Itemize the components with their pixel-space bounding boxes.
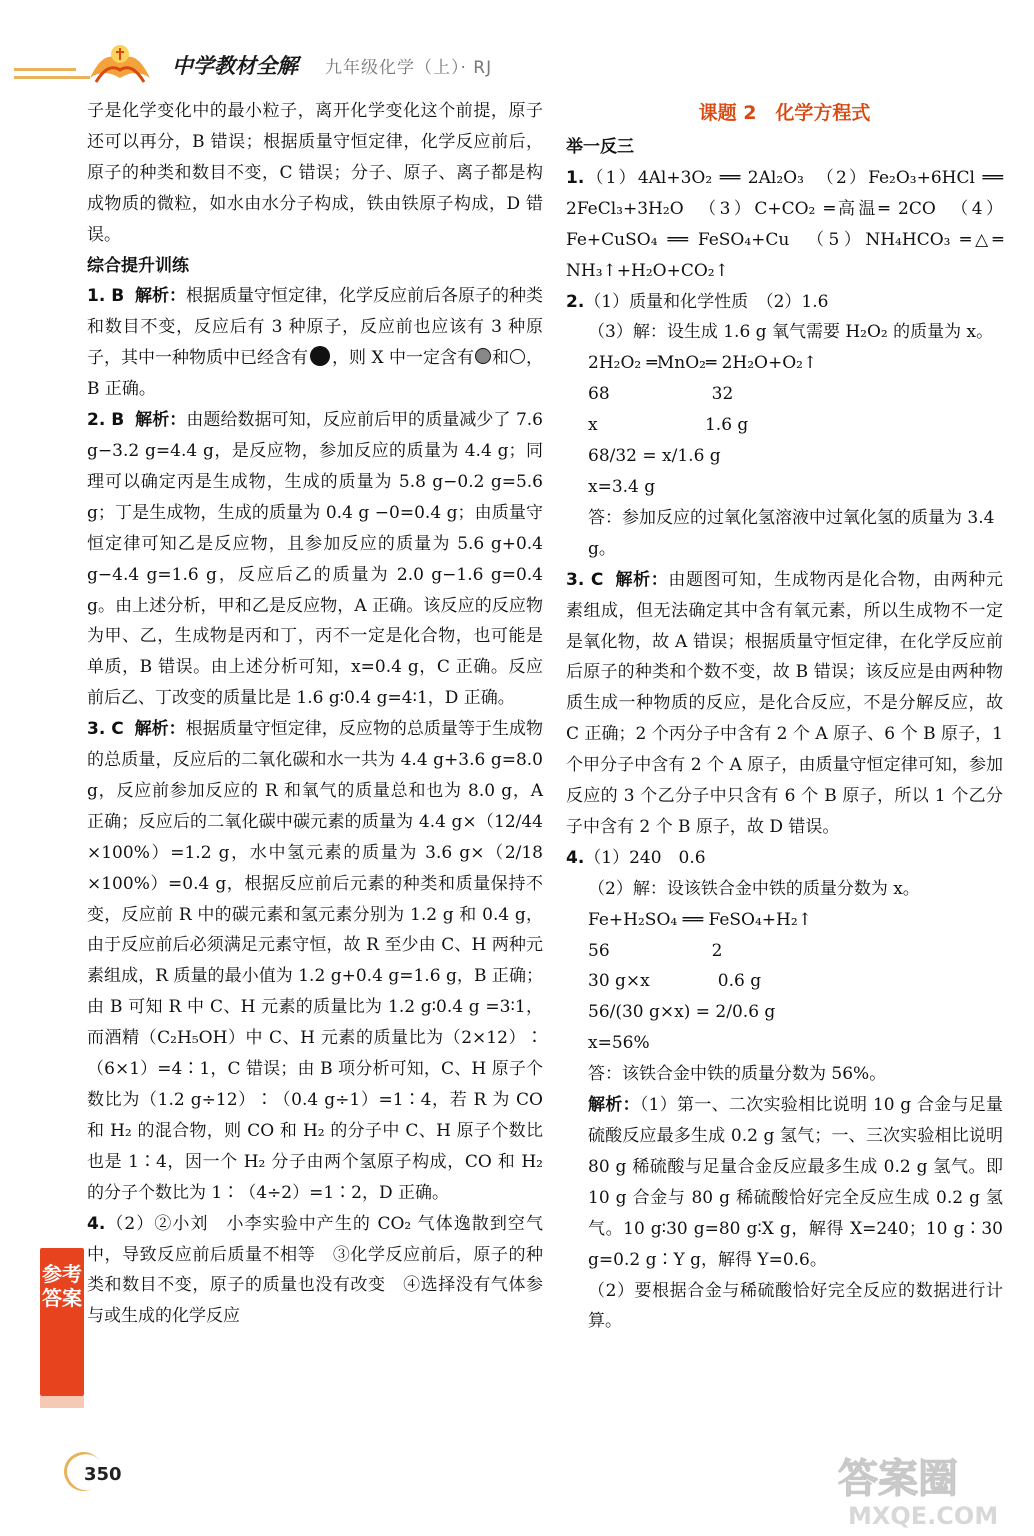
answer-text: 由题图可知，生成物丙是化合物，由两种元素组成，但无法确定其中含有氧元素，所以生成物不一定是氧化物，故 A 错误；根据质量守恒定律，在化学反应前后原子的种类和个数不变，故 B 错误；该反应是由两种物质生成一种物质的反应，是化合反应，不是分解反应，故 C 正确；2 个丙分子中含有 2 个 A 原子、6 个 B 原子，1 个甲分子中含有 2 个 A 原子，由质量守恒定律可知，参加反应的 3 个乙分子中只含有 6 个 B 原子，所以 1 个乙分子中含有 2 个 B 原子，故 D 错误。	[566, 569, 1003, 837]
analysis-label: 解析：	[615, 569, 669, 590]
answer-text: ，则 X 中一定含有	[332, 348, 474, 369]
calc-line: 2H₂O₂ ═MnO₂═ 2H₂O+O₂↑	[588, 353, 818, 374]
calc-line: 56 2	[588, 940, 723, 961]
equation-text: （1）4Al+3O₂ ══ 2Al₂O₃ （2）Fe₂O₃+6HCl ══ 2FeCl₃+3H₂O （3）C+CO₂ ═高温═ 2CO （4）Fe+CuSO₄ ══ FeSO₄+Cu （5）NH₄HCO₃ ═△═ NH₃↑+H₂O+CO₂↑	[566, 167, 1003, 281]
answer-text: 由题给数据可知，反应前后甲的质量减少了 7.6 g−3.2 g=4.4 g，是反应物，参加反应的质量为 4.4 g；同理可以确定丙是生成物，生成的质量为 5.8 g−0.2 g=5.6 g；丁是生成物，生成的质量为 0.4 g −0=0.4 g；由质量守恒定律可知乙是反应物，且参加反应的质量为 5.6 g+0.4 g−4.4 g=1.6 g，反应后乙的质量为 2.0 g−1.6 g=0.4 g。由上述分析，甲和乙是反应物，A 正确。该反应的反应物为甲、乙，生成物是丙和丁，丙不一定是化合物，也可能是单质，B 错误。由上述分析可知，x=0.4 g，C 正确。反应前后乙、丁改变的质量比是 1.6 g∶0.4 g=4∶1，D 正确。	[87, 410, 543, 709]
calc-line: 56/(30 g×x) = 2/0.6 g	[588, 1002, 776, 1023]
answer-text: ，B 正确。	[87, 348, 544, 400]
answer-number: 4.	[566, 847, 585, 868]
analysis-label: 解析：	[134, 719, 186, 740]
book-logo-icon	[84, 38, 156, 94]
answer-text: （2）②小刘 小李实验中产生的 CO₂ 气体逸散到空气中，导致反应前后质量不相等 ③化学反应前后，原子的种类和数目不变，原子的质量也没有改变 ④选择没有气体参与或生成的化学反应	[87, 1213, 543, 1327]
book-subtitle: 九年级化学（上）· RJ	[325, 58, 493, 78]
calc-line: 30 g×x 0.6 g	[588, 971, 762, 992]
calc-line: 答：该铁合金中铁的质量分数为 56%。	[588, 1064, 887, 1085]
answer-text: 根据质量守恒定律，反应物的总质量等于生成物的总质量，反应后的二氧化碳和水一共为 4.4 g+3.6 g=8.0 g，反应前参加反应的 R 和氧气的质量总和也为 8.0 g，A 正确；反应后的二氧化碳中碳元素的质量为 4.4 g×（12/44 ×100%）=1.2 g，水中氢元素的质量为 3.6 g×（2/18 ×100%）=0.4 g，根据反应前后元素的种类和质量保持不变，反应前 R 中的碳元素和氢元素分别为 1.2 g 和 0.4 g，由于反应前后必须满足元素守恒，故 R 至少由 C、H 两种元素组成，R 质量的最小值为 1.2 g+0.4 g=1.6 g，B 正确；由 B 可知 R 中 C、H 元素的质量比为 1.2 g∶0.4 g =3∶1，而酒精（C₂H₅OH）中 C、H 元素的质量比为（2×12）∶（6×1）=4∶1，C 错误；由 B 项分析可知，C、H 原子个数比为（1.2 g÷12）∶（0.4 g÷1）=1∶4，若 R 为 CO 和 H₂ 的混合物，则 CO 和 H₂ 的分子中 C、H 原子个数比也是 1∶4，因一个 H₂ 分子由两个氢原子构成，CO 和 H₂ 的分子个数比为 1∶（4÷2）=1∶2，D 正确。	[87, 719, 544, 1203]
watermark-text: 答案圈	[838, 1456, 958, 1502]
calc-line: Fe+H₂SO₄ ══ FeSO₄+H₂↑	[588, 909, 812, 930]
header-rule	[14, 68, 76, 71]
left-column	[87, 96, 543, 1332]
right-column	[566, 96, 1003, 1337]
watermark-logo	[830, 1446, 1020, 1530]
answer-text: 和	[492, 348, 510, 369]
answer-text: 根据质量守恒定律，化学反应前后各原子的种类和数目不变，反应后有 3 种原子，反应前也应该有 3 种原子，其中一种物质中已经含有	[87, 286, 544, 369]
calc-line: 答：参加反应的过氧化氢溶液中过氧化氢的质量为 3.4 g。	[588, 507, 995, 559]
answer-number: 2. B	[87, 410, 125, 431]
side-tab: 参考答案	[40, 1248, 84, 1396]
analysis-paragraph	[566, 1090, 1003, 1275]
paragraph: 子是化学变化中的最小粒子，离开化学变化这个前提，原子还可以再分，B 错误；根据质量守恒定律，化学反应前后，原子的种类和数目不变，C 错误；分子、原子、离子都是构成物质的微粒，如水由水分子构成，铁由铁原子构成，D 错误。	[87, 101, 543, 245]
answer-number: 4.	[87, 1213, 106, 1234]
answer-number: 2.	[566, 291, 585, 312]
black-atom-icon	[310, 346, 330, 366]
section-heading: 综合提升训练	[87, 255, 189, 276]
calc-line: x=56%	[588, 1033, 650, 1054]
calc-line: 68 32	[588, 384, 734, 405]
watermark-url: MXQE.COM	[848, 1502, 999, 1530]
calc-line: （2）解：设该铁合金中铁的质量分数为 x。	[588, 878, 920, 899]
side-tab-shadow	[40, 1396, 84, 1408]
calc-line: x 1.6 g	[588, 415, 749, 436]
calc-line: x=3.4 g	[588, 476, 656, 497]
answer-text: （1）第一、二次实验相比说明 10 g 合金与足量硫酸反应最多生成 0.2 g 氢气；一、三次实验相比说明 80 g 稀硫酸与足量合金反应最多生成 0.2 g 氢气。即 10 g 合金与 80 g 稀硫酸恰好完全反应生成 0.2 g 氢气。10 g∶30 g=80 g∶X g，解得 X=240；10 g∶30 g=0.2 g∶Y g，解得 Y=0.6。	[588, 1095, 1003, 1270]
calc-line: 68/32 = x/1.6 g	[588, 446, 721, 467]
calc-line: （3）解：设生成 1.6 g 氧气需要 H₂O₂ 的质量为 x。	[588, 322, 994, 343]
answer-text: （1）240 0.6	[584, 847, 706, 868]
answer-number: 1. B	[87, 286, 125, 307]
section-heading: 举一反三	[566, 137, 634, 157]
analysis-label: 解析：	[135, 410, 187, 431]
answer-text: （1）质量和化学性质 （2）1.6	[584, 291, 829, 312]
answer-item	[566, 565, 1003, 843]
answer-item	[566, 843, 1003, 874]
answer-item	[87, 405, 543, 714]
answer-item	[566, 163, 1003, 287]
paragraph: （2）要根据合金与稀硫酸恰好完全反应的数据进行计算。	[588, 1280, 1003, 1332]
calculation-block	[566, 874, 1003, 1090]
page-number: 350	[84, 1464, 122, 1485]
answer-number: 3. C	[87, 719, 124, 740]
lesson-title: 课题 2 化学方程式	[698, 102, 871, 124]
gray-atom-icon	[475, 348, 491, 364]
page-header	[0, 0, 1034, 100]
white-atom-icon	[510, 349, 525, 364]
answer-number: 1.	[566, 167, 585, 188]
answer-item	[87, 714, 543, 1209]
analysis-label: 解析：	[134, 286, 186, 307]
answer-item	[87, 1209, 543, 1333]
calculation-block	[566, 317, 1003, 564]
book-title: 中学教材全解	[172, 54, 298, 78]
answer-number: 3. C	[566, 569, 604, 590]
analysis-label: 解析：	[588, 1095, 640, 1116]
answer-item	[566, 287, 1003, 318]
header-rule	[14, 76, 90, 79]
answer-item	[87, 281, 543, 405]
